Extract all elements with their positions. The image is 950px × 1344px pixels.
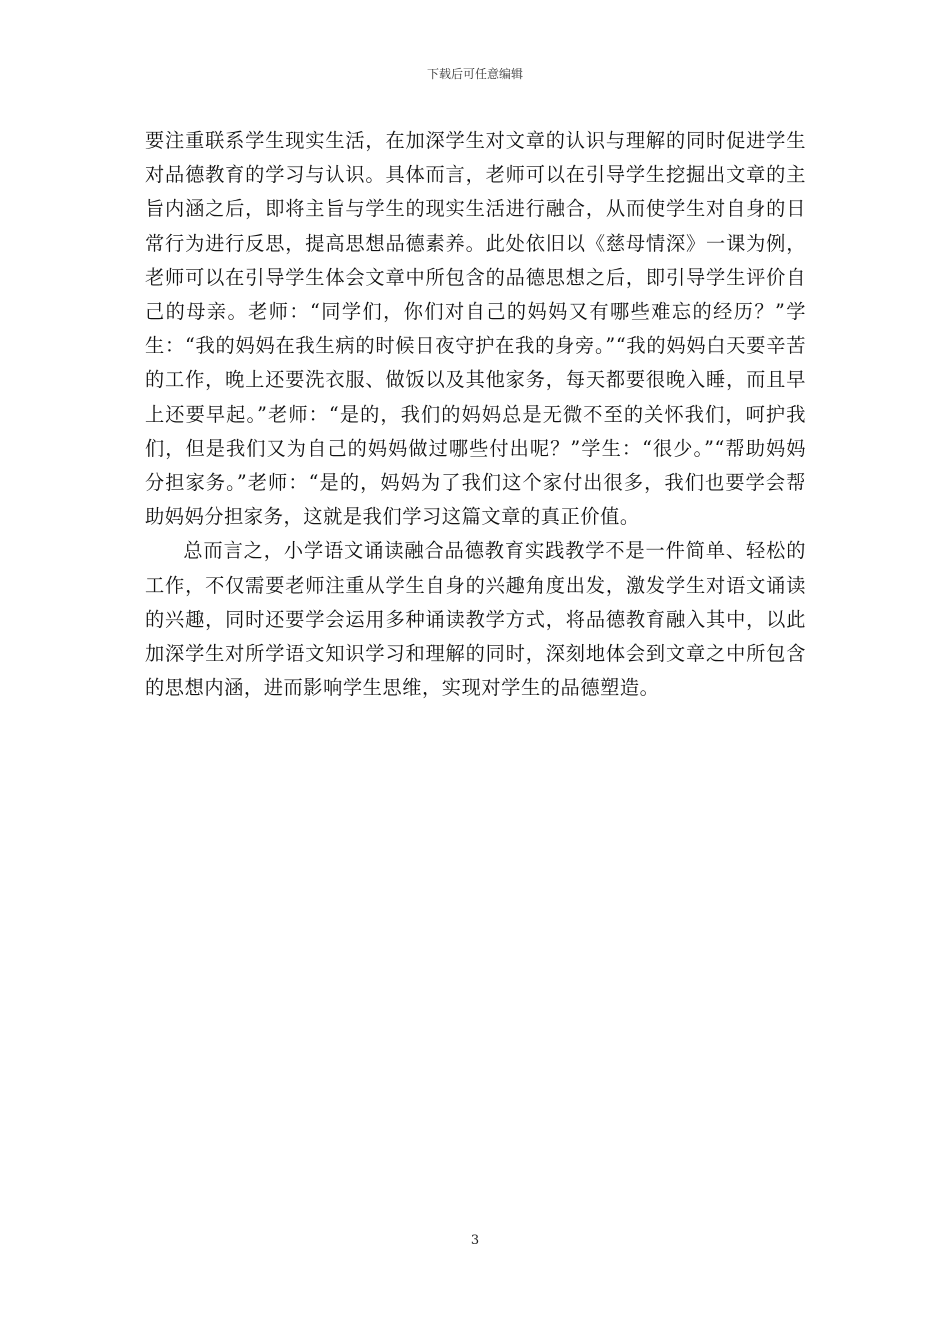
page-number: 3: [470, 1233, 480, 1248]
paragraph-conclusion: 总而言之，小学语文诵读融合品德教育实践教学不是一件简单、轻松的工作，不仅需要老师注重从学生自身的兴趣角度出发，激发学生对语文诵读的兴趣，同时还要学会运用多种诵读教学方式，将品德教育融入其中，以此加深学生对所学语文知识学习和理解的同时，深刻地体会到文章之中所包含的思想内涵，进而影响学生思维，实现对学生的品德塑造。: [145, 539, 806, 700]
paragraph-continuation: 要注重联系学生现实生活，在加深学生对文章的认识与理解的同时促进学生对品德教育的学习与认识。具体而言，老师可以在引导学生挖掘出文章的主旨内涵之后，即将主旨与学生的现实生活进行融合，从而使学生对自身的日常行为进行反思，提高思想品德素养。此处依旧以《慈母情深》一课为例，老师可以在引导学生体会文章中所包含的品德思想之后，即引导学生评价自己的母亲。老师：“同学们，你们对自己的妈妈又有哪些难忘的经历？”学生：“我的妈妈在我生病的时候日夜守护在我的身旁。”“我的妈妈白天要辛苦的工作，晚上还要洗衣服、做饭以及其他家务，每天都要很晚入睡，而且早上还要早起。”老师：“是的，我们的妈妈总是无微不至的关怀我们，呵护我们，但是我们又为自己的妈妈做过哪些付出呢？”学生：“很少。”“帮助妈妈分担家务。”老师：“是的，妈妈为了我们这个家付出很多，我们也要学会帮助妈妈分担家务，这就是我们学习这篇文章的真正价值。: [145, 129, 806, 529]
body-text: [145, 124, 806, 705]
page-header: 下载后可任意编辑: [426, 67, 523, 81]
